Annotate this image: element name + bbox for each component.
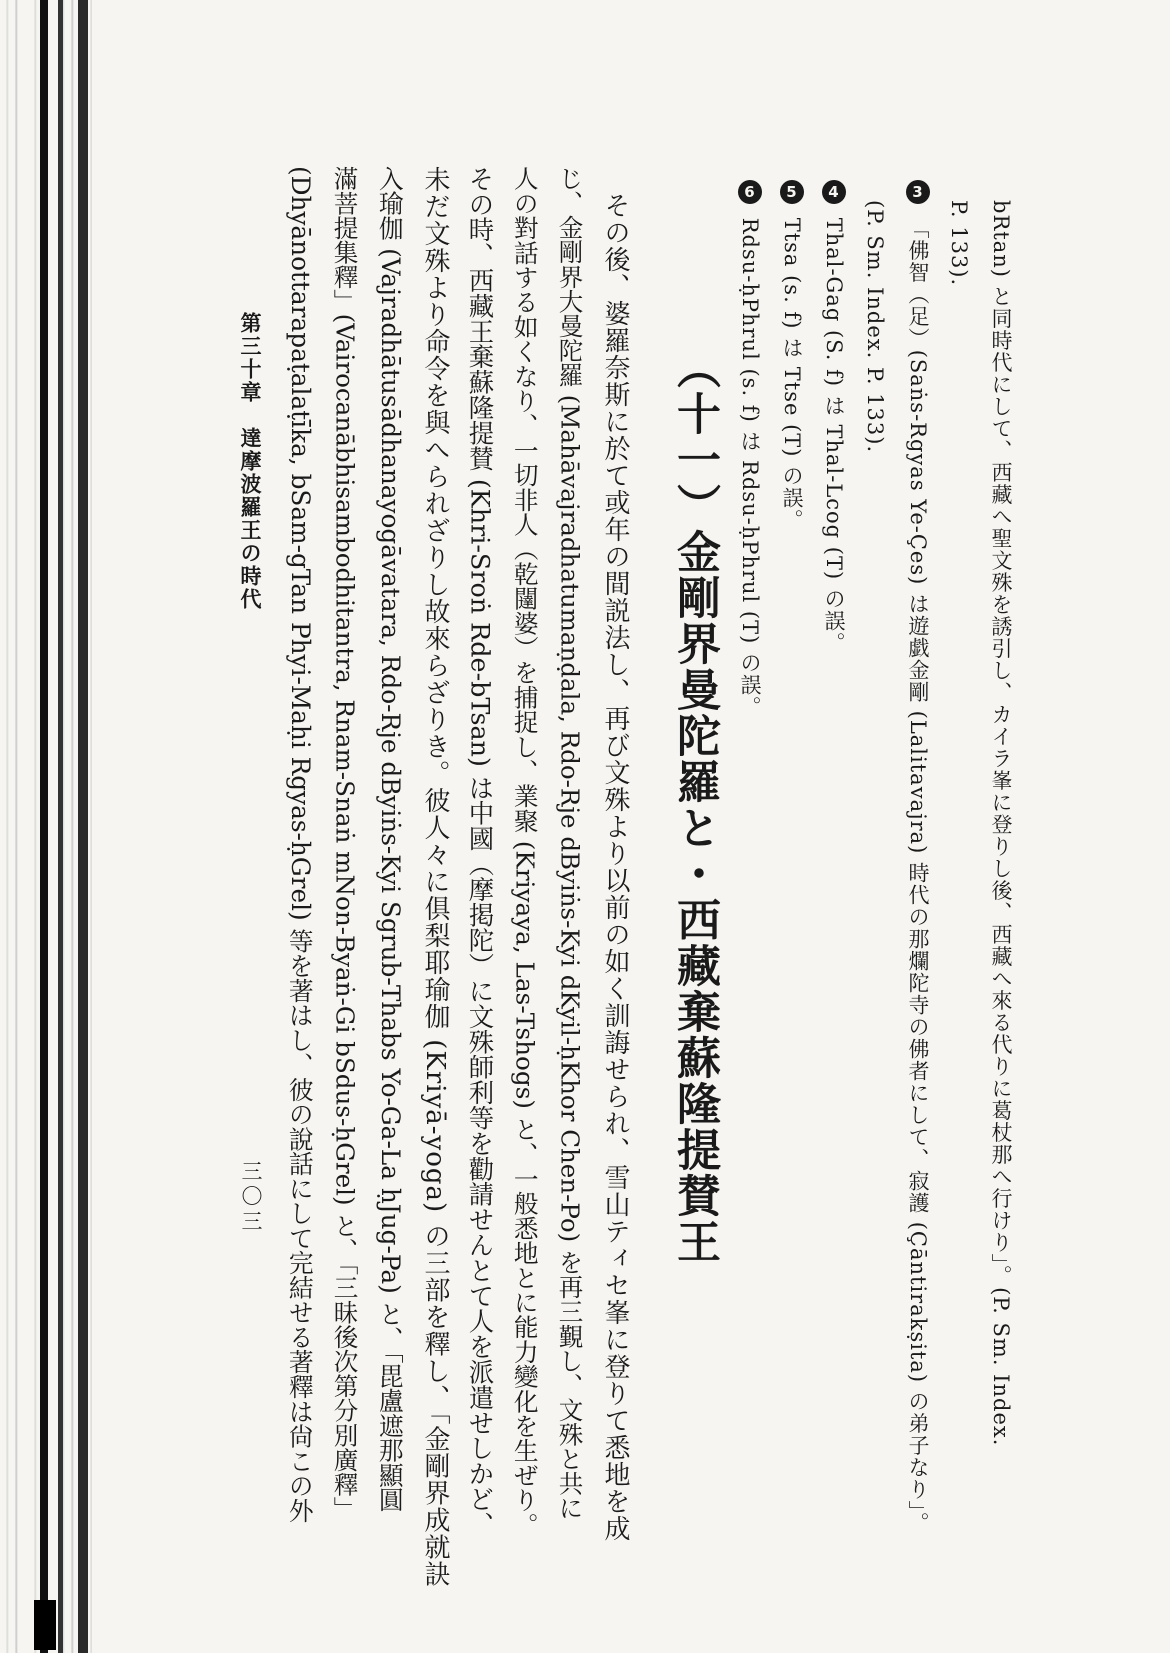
scan-edge-shadow <box>78 0 88 1653</box>
footnote-text: bRtan) と同時代にして、西藏へ聖文殊を誘引し、カイラ峯に登りし後、西藏へ來る代りに葛杖那へ行けり」。(P. Sm. Index. <box>989 200 1013 1447</box>
footnote-3 <box>906 180 930 1534</box>
footnote-text: Rdsu-ḥPhrul (s. f) は Rdsu-ḥPhrul (T) の誤。 <box>738 217 762 718</box>
footnote-number: 5 <box>780 180 804 204</box>
scan-edge-shadow <box>58 0 63 1653</box>
footnote-4 <box>822 180 846 654</box>
body-line: (Dhyānottarapaṭalaṭīka, bSam-gTan Phyi-Maḥi Rgyas-ḥGrel) 等を著はし、彼の說話にして完結せる著釋は尙この外 <box>285 166 315 1523</box>
footnote-6 <box>738 180 762 718</box>
footnote-3-continuation <box>864 200 885 453</box>
body-line: 人の對話する如くなり、一切非人（乾闥婆）を捕捉し、業聚 (Kriyaya, Las-Tshogs) と、一般悉地とに能力變化を生ぜり。 <box>510 166 540 1537</box>
body-line: 入瑜伽 (Vajradhātusādhanayogāvatara, Rdo-Rje dByiṅs-Kyi Sgrub-Thabs Yo-Ga-La ḥJug-Pa) と、「毘盧遮那顯圓 <box>375 166 405 1513</box>
running-footer-chapter: 第三十章 達摩波羅王の時代 <box>238 312 263 611</box>
page-number: 三〇三 <box>239 1160 263 1235</box>
section-heading: （十一）金剛界曼陀羅と・西藏棄蘇隆提賛王 <box>669 345 720 1265</box>
footnote-2-continuation <box>990 200 1011 1446</box>
footnote-text: 「佛智（足）(Saṅs-Rgyas Ye-Çes) は遊戯金剛 (Lalitavajra) 時代の那爛陀寺の佛者にして、寂護 (Çāntirakṣita) の弟子なり」。 <box>906 217 930 1535</box>
body-line: 滿菩提集釋」(Vairocanābhisambodhitantra, Rnam-Snaṅ mNon-Byaṅ-Gi bSdus-ḥGrel) と、「三昧後次第分別廣釋」 <box>330 166 360 1522</box>
footnote-text: (P. Sm. Index. P. 133). <box>863 200 887 454</box>
footnote-number: 6 <box>738 180 762 204</box>
body-line: その後、婆羅奈斯に於て或年の間説法し、再び文殊より以前の如く訓誨せられ、雪山ティセ峯に登りて悉地を成 <box>600 192 630 1542</box>
scan-edge-shadow <box>40 0 48 1653</box>
footnote-number: 3 <box>906 180 930 204</box>
footnote-number: 4 <box>822 180 846 204</box>
footnote-2-continuation-end <box>948 200 969 286</box>
footnote-text: Thal-Gag (S. f) は Thal-Lcog (T) の誤。 <box>822 217 846 654</box>
scan-corner-mark <box>34 1600 56 1650</box>
body-line: じ、金剛界大曼陀羅 (Mahāvajradhatumaṇḍala, Rdo-Rje dByiṅs-Kyi dKyil-ḥKhor Chen-Po) を再三覲し、文殊と共に <box>555 166 585 1520</box>
body-line: その時、西藏王棄蘇隆提賛 (Khri-Sroṅ Rde-bTsan) は中國（摩掲陀）に文殊師利等を勸請せんとて人を派遣せしかど、 <box>465 166 496 1537</box>
footnote-text: Ttsa (s. f) は Ttse (T) の誤。 <box>780 217 804 532</box>
footnote-5 <box>780 180 804 531</box>
body-line: 未だ文殊より命令を與へられざりし故來らざりき。彼人々に俱梨耶瑜伽 (Kriyā-yoga) の三部を釋し、「金剛界成就訣 <box>420 166 450 1588</box>
footnote-text: P. 133). <box>947 200 971 287</box>
